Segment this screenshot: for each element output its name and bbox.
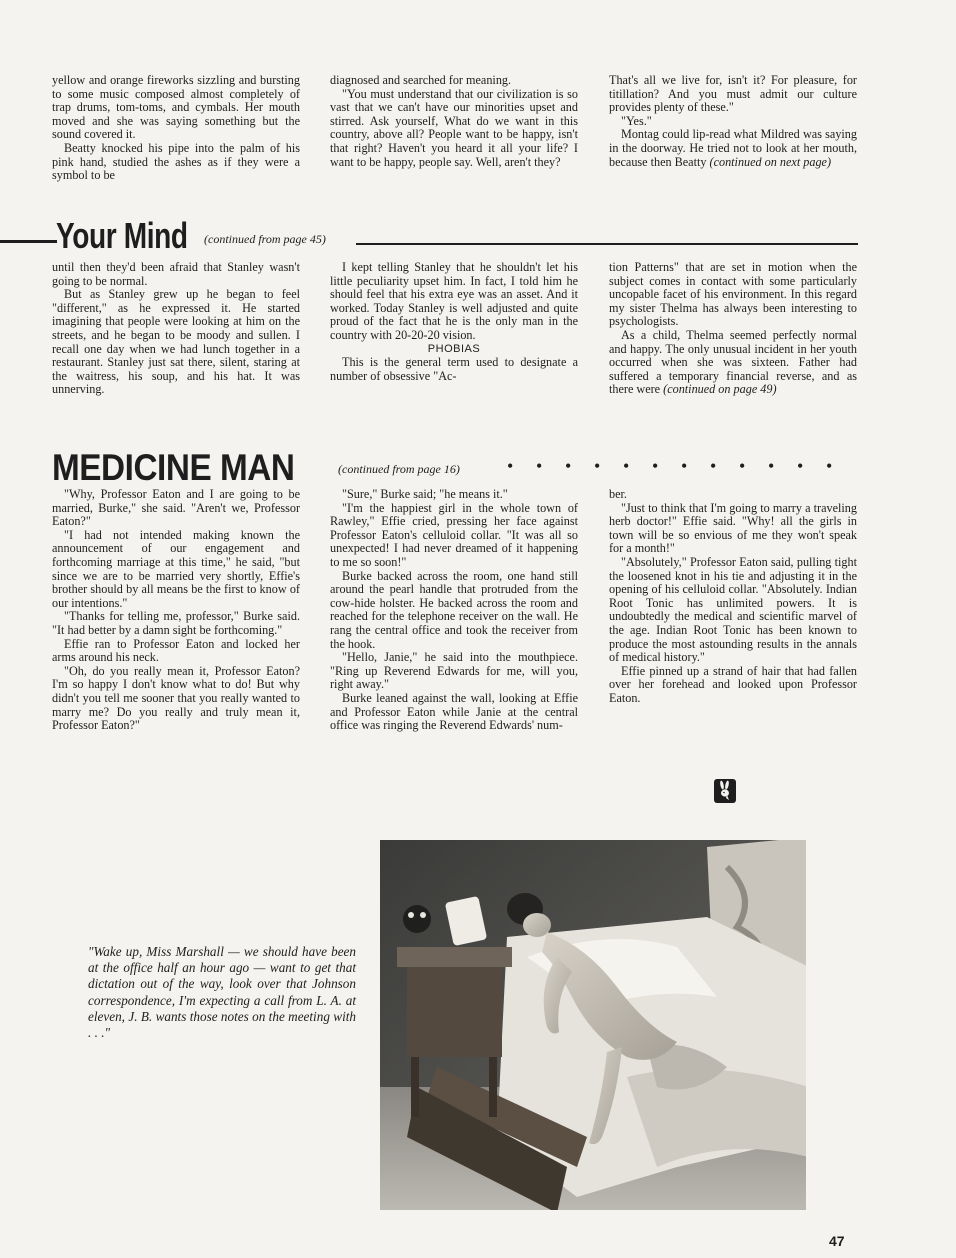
- your-mind-col-1: [52, 261, 300, 397]
- paragraph: Effie pinned up a strand of hair that had fallen over her forehead and looked upon Professor Eaton.: [609, 663, 857, 705]
- medicine-man-col-2: [330, 488, 578, 733]
- paragraph: until then they'd been afraid that Stanley wasn't going to be normal.: [52, 260, 300, 288]
- medicine-man-heading: [52, 448, 862, 488]
- paragraph: Burke backed across the room, one hand still around the pearl handle that protruded from the cow-hide holster. He backed across the room and reached for the telephone receiver on the wall. He rang the central office and took the receiver from the hook.: [330, 568, 578, 651]
- paragraph: "Oh, do you really mean it, Professor Eaton? I'm so happy I don't know what to do! But why didn't you tell me sooner that you really wanted to marry me? Do you really and truly mean it, Professor Eaton?": [52, 663, 300, 733]
- medicine-man-col-1: [52, 488, 300, 733]
- paragraph: I kept telling Stanley that he shouldn't let his little peculiarity upset him. In fact, I told him he should feel that his extra eye was an asset. And it worked. Today Stanley is well adjusted and quite proud of the fact that he is the only man in the country with 20-20-20 vision.: [330, 260, 578, 342]
- heading-dash: [0, 240, 57, 243]
- page-number: 47: [829, 1233, 845, 1249]
- photo-caption: "Wake up, Miss Marshall — we should have been at the office half an hour ago — want to get that dictation out of the way, look over that Johnson correspondence, I'm expecting a call from L. A. at eleven, J. B. wants those notes on the meeting with . . .": [88, 944, 356, 1041]
- paragraph: "Thanks for telling me, professor," Burke said. "It had better by a damn sight be forthcoming.": [52, 609, 300, 637]
- top-col-2: [330, 74, 578, 169]
- paragraph: [609, 128, 857, 169]
- paragraph: [609, 329, 857, 397]
- paragraph: "You must understand that our civilization is so vast that we can't have our minorities upset and stirred. Ask yourself, What do we want in this country, above all? People want to be happy, isn't that right? Haven't you heard it all your life? I want to be happy, people say. Well, aren't they?: [330, 86, 578, 169]
- paragraph: Beatty knocked his pipe into the palm of his pink hand, studied the ashes as if they were a symbol to be: [52, 140, 300, 183]
- paragraph: "Hello, Janie," he said into the mouthpiece. "Ring up Reverend Edwards for me, will you, right away.": [330, 650, 578, 692]
- medicine-man-col-3: [609, 488, 857, 706]
- paragraph: tion Patterns" that are set in motion when the subject comes in contact with some particularly uncopable facet of his environment. In this regard my sister Thelma has always been interesting to psychologists.: [609, 260, 857, 329]
- paragraph-text: Montag could lip-read what Mildred was saying in the doorway. He tried not to look at her mouth, because then Beatty: [609, 127, 857, 169]
- your-mind-heading: [0, 216, 858, 256]
- paragraph: "Just to think that I'm going to marry a traveling herb doctor!" Effie said. "Why! all the girls in town will be so envious of me they won't speak for a month!": [609, 500, 857, 556]
- paragraph: But as Stanley grew up he began to feel "different," as he expressed it. He started imagining that people were looking at him on the streets, and he began to be moody and sullen. I recall one day when we had lunch together in a restaurant. Stanley just sat there, silent, staring at the waitress, his soup, and his hat. It was unnerving.: [52, 287, 300, 397]
- subhead-phobias: PHOBIAS: [427, 342, 481, 355]
- medicine-man-title: MEDICINE MAN: [52, 447, 295, 488]
- continued-note: (continued on page 49): [663, 382, 777, 397]
- your-mind-col-3: [609, 261, 857, 397]
- paragraph: Burke leaned against the wall, looking at Effie and Professor Eaton while Janie at the central office was ringing the Reverend Edwards' num-: [330, 690, 578, 733]
- paragraph-text: As a child, Thelma seemed perfectly normal and happy. The only unusual incident in her youth occurred when she was sixteen. Father had suffered a temporary financial reverse, and as there were: [609, 327, 857, 397]
- continued-note: (continued on next page): [709, 154, 832, 169]
- paragraph: This is the general term used to designate a number of obsessive "Ac-: [330, 355, 578, 383]
- heading-rule: [356, 243, 858, 245]
- paragraph: "Yes.": [621, 113, 652, 128]
- paragraph: "Absolutely," Professor Eaton said, pulling tight the loosened knot in his tie and adjusting it in the opening of his celluloid collar. "Absolutely. Indian Root Tonic has unlimited powers. It is undoubtedly the medical and scientific marvel of the age. Indian Root Tonic has been known to produce the most astounding results in the annals of medical history.": [609, 554, 857, 665]
- heading-dots: • • • • • • • • • • • •: [507, 456, 833, 476]
- paragraph: yellow and orange fireworks sizzling and bursting to some music composed almost completely of trap drums, tom-toms, and cymbals. Her mouth moved and she was saying something but the sound covered it.: [52, 73, 300, 142]
- your-mind-continued: (continued from page 45): [204, 232, 326, 246]
- paragraph: Effie ran to Professor Eaton and locked her arms around his neck.: [52, 636, 300, 665]
- your-mind-title: Your Mind: [56, 215, 188, 256]
- paragraph: "Why, Professor Eaton and I are going to be married, Burke," she said. "Aren't we, Professor Eaton?": [52, 487, 300, 529]
- paragraph: "I'm the happiest girl in the whole town of Rawley," Effie cried, pressing her face against Professor Eaton's celluloid collar. "It was all so unexpected! I had never dreamed of it happening to me so soon!": [330, 500, 578, 569]
- paragraph: diagnosed and searched for meaning.: [330, 73, 512, 87]
- paragraph: "Sure," Burke said; "he means it.": [342, 487, 508, 501]
- medicine-man-continued: (continued from page 16): [338, 462, 460, 476]
- bunny-logo-icon: [714, 779, 736, 803]
- top-col-1: [52, 74, 300, 183]
- your-mind-col-2: [330, 261, 578, 383]
- bedroom-photo: [377, 837, 809, 1213]
- paragraph: That's all we live for, isn't it? For pleasure, for titillation? And you must admit our culture provides plenty of these.": [609, 73, 857, 115]
- paragraph: ber.: [609, 487, 627, 501]
- paragraph: "I had not intended making known the announcement of our engagement and forthcoming marriage at this time," he said, "but since we are to be married very shortly, Effie's brother should by all means be the first to know of our intentions.": [52, 527, 300, 610]
- top-col-3: [609, 74, 857, 169]
